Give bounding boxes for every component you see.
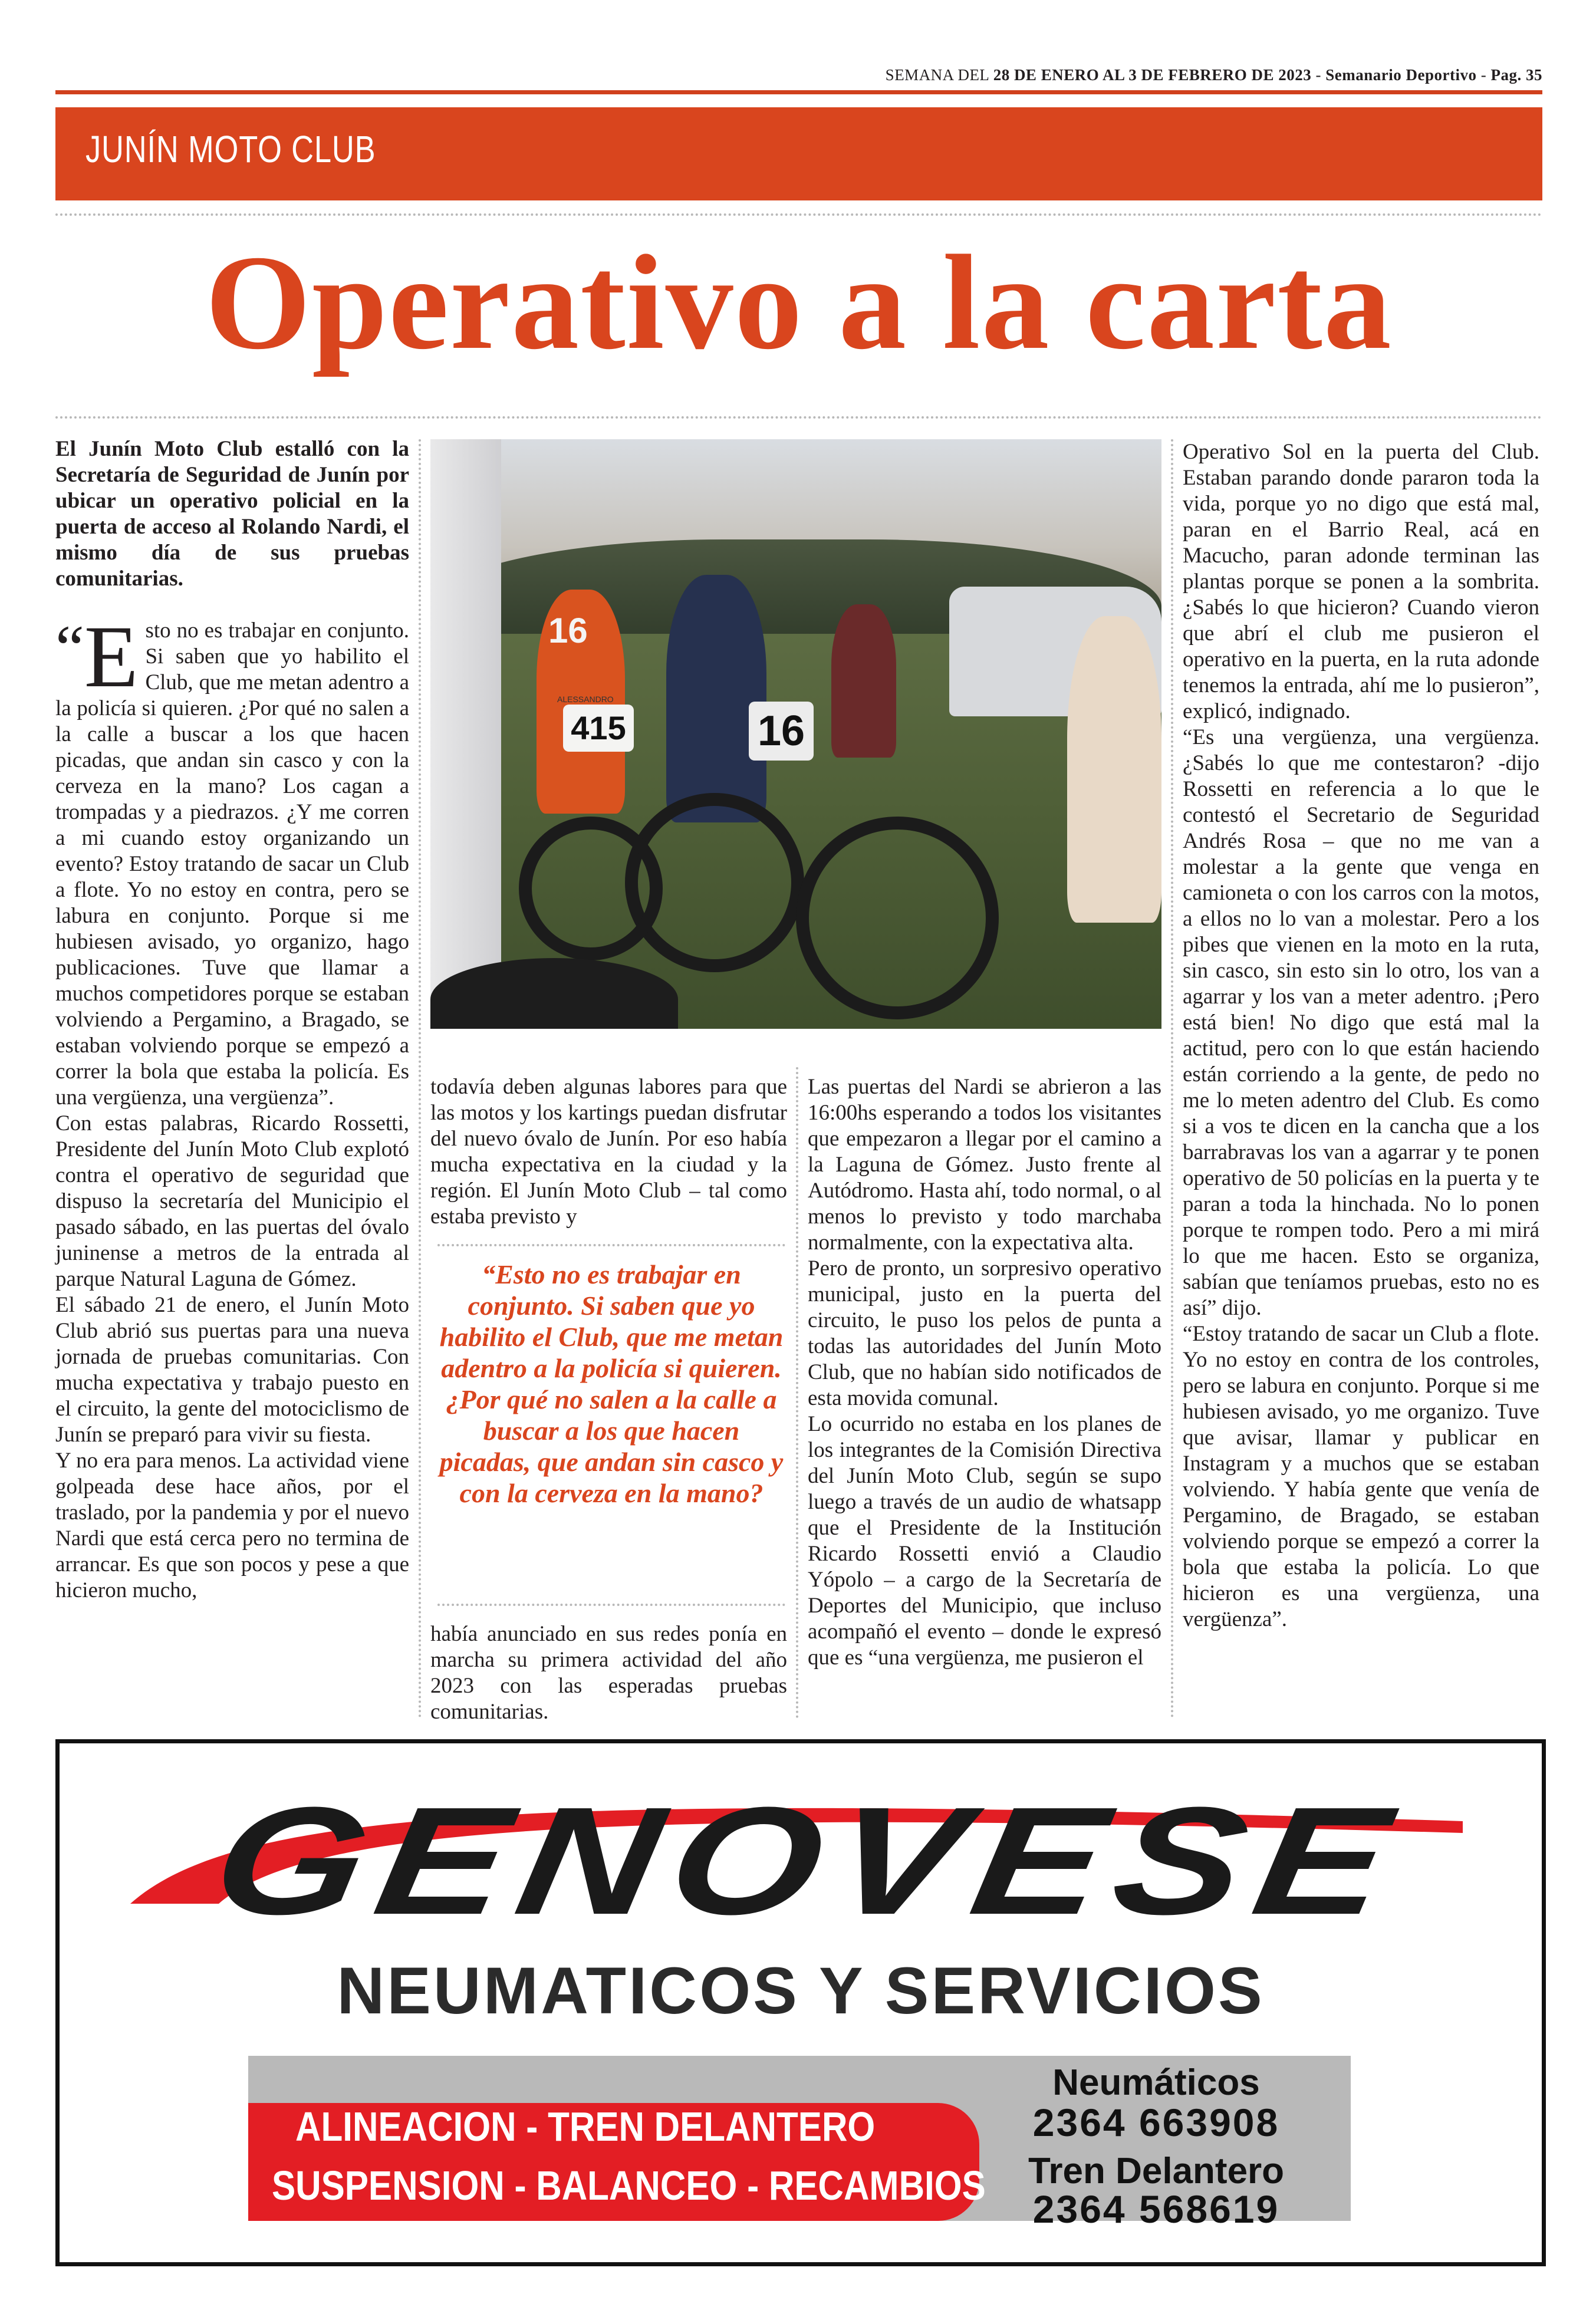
paragraph: “Es una vergüenza, una vergüenza. ¿Sabés lo que me contestaron? -dijo Rossetti en referencia a lo que le contestó el Secretario de Seguridad Andrés Rosa – que no me van a molestar a la gente que venga en camioneta o con los carros con la motos, a ellos no lo van a molestar. Pero a los pibes que vienen en la moto en la ruta, sin casco, sin esto sin lo otro, los van a agarrar y los van a meter adentro. ¡Pero está bien! No digo que está mal la actitud, pero con lo que están haciendo están corriendo a la gente, de pedo no me lo meten adentro del Club. Es como si a vos te dicen en la cancha que a los barrabravas los van a agarrar y te ponen operativo de 50 policías en la puerta y te paran a toda la hinchada. No lo ponen porque te rompen todo. Pero a mi mirá lo que me hacen. Esto se organiza, sabían que teníamos pruebas, esto no es así” dijo. xyxy=(1183,725,1539,1320)
pull-quote: “Esto no es trabajar en conjunto. Si saben que yo habilito el Club, que me metan adentro a la policía si quieren. ¿Por qué no salen a la calle a buscar a los que hacen picadas, que andan sin casco y con la cerveza en la mano? xyxy=(439,1259,784,1508)
divider-dotted xyxy=(55,416,1542,419)
paragraph: Y no era para menos. La actividad viene golpeada dese hace años, por el traslado, por la pandemia y por el nuevo Nardi que está cerca pero no termina de arrancar. Es que son pocos y pese a que hicieron mucho, xyxy=(55,1449,409,1602)
photo-pole xyxy=(430,439,501,1029)
pullquote-rule xyxy=(437,1244,785,1246)
paragraph: Operativo Sol en la puerta del Club. Estaban parando donde pararon toda la vida, porque yo no digo que está mal, paran en el Barrio Real, acá en Macucho, paran adonde terminan las plantas porque se ponen a la sombrita. ¿Sabés lo que hicieron? Cuando vieron que abrí el club me pusieron el operativo en la puerta, en la ruta adonde tenemos la entrada, ahí me lo pusieron”, explicó, indignado. xyxy=(1183,440,1539,723)
advertisement xyxy=(55,1739,1546,2266)
photo-wheel xyxy=(796,817,999,1019)
pullquote-rule xyxy=(437,1604,785,1606)
column-divider xyxy=(419,439,421,1719)
article-photo xyxy=(430,439,1161,1029)
column-2-continued xyxy=(430,1621,787,1725)
issue-date: 28 DE ENERO AL 3 DE FEBRERO DE 2023 xyxy=(993,66,1312,84)
number-plate: 415 xyxy=(563,705,634,752)
drop-cap-quote: “ xyxy=(55,612,84,684)
paragraph: Con estas palabras, Ricardo Rossetti, Presidente del Junín Moto Club explotó contra el operativo de seguridad que dispuso la secretaría del Municipio el pasado sábado, en las puertas del óvalo juninense a metros de la entrada al parque Natural Laguna de Gómez. xyxy=(55,1111,409,1291)
article-lead: El Junín Moto Club estalló con la Secretaría de Seguridad de Junín por ubicar un operativo policial en la puerta de acceso al Rolando Nardi, el mismo día de sus pruebas comunitarias. xyxy=(55,437,409,591)
paragraph: había anunciado en sus redes ponía en marcha su primera actividad del año 2023 con las esperadas pruebas comunitarias. xyxy=(430,1622,787,1724)
column-divider xyxy=(1171,439,1173,1719)
jersey-number: 16 xyxy=(548,611,588,650)
column-2 xyxy=(430,1074,787,1230)
paragraph xyxy=(55,608,409,1111)
header-rule xyxy=(55,90,1542,94)
photo-wheel xyxy=(519,817,663,960)
phone-label: Neumáticos xyxy=(1052,2062,1260,2103)
paragraph-text: sto no es trabajar en conjunto. Si saben que yo habilito el Club, que me metan adentro a la policía si quieren. ¿Por qué no salen a la calle a buscar a los que hacen picadas, que andan sin casco y con la cerveza en la mano? Los cagan a trompadas y a piedrazos. ¿Y me corren a mi cuando estoy organizando un evento? Estoy tratando de sacar un Club a flote. Yo no estoy en contra, pero se labura en conjunto. Porque si me hubiesen avisado, yo organizo, hago publicaciones. Tuve que llamar a muchos competidores porque se estaban volviendo a Pergamino, a Bragado, se estaban volviendo porque se empezó a correr la bola que estaba la policía. Es una vergüenza, una vergüenza”. xyxy=(55,618,409,1110)
headline: Operativo a la carta xyxy=(205,227,1393,377)
paragraph: “Estoy tratando de sacar un Club a flote. Yo no estoy en contra de los controles, pero se labura en conjunto. Porque si me hubiesen avisado, yo me organizo. Tuve que avisar, llamar y publicar en Instagram y a muchos que se estaban volviendo. Y había gente que venía de Pergamino, de Bragado, se estaban volviendo porque se empezó a correr la bola que estaba la policía. Lo que hicieron es una vergüenza, una vergüenza”. xyxy=(1183,1322,1539,1631)
column-4 xyxy=(1183,439,1539,1633)
ad-services-line: ALINEACION - TREN DELANTERO xyxy=(295,2104,876,2150)
photo-rider xyxy=(666,575,766,822)
section-label: JUNÍN MOTO CLUB xyxy=(85,128,376,170)
paragraph: Lo ocurrido no estaba en los planes de los integrantes de la Comisión Directiva del Junín Moto Club, según se supo luego a través de un audio de whatsapp que el Presidente de la Institución Ricardo Rossetti envió a Claudio Yópolo – a cargo de la Secretaría de Deportes del Municipio, que incluso acompañó el evento – donde le expresó que es “una vergüenza, me pusieron el xyxy=(808,1412,1161,1670)
phone-number: 2364 663908 xyxy=(1032,2101,1280,2144)
drop-cap xyxy=(55,608,139,706)
page-number: Pag. 35 xyxy=(1490,66,1542,84)
ad-tagline: NEUMATICOS Y SERVICIOS xyxy=(337,1954,1265,2028)
column-1 xyxy=(55,436,409,1604)
paragraph: Pero de pronto, un sorpresivo operativo municipal, justo en la puerta del circuito, le puso los pelos de punta a todas las autoridades del Junín Moto Club, que no habían sido notificados de esta movida comunal. xyxy=(808,1256,1161,1410)
ad-services-line: SUSPENSION - BALANCEO - RECAMBIOS xyxy=(272,2163,986,2209)
paragraph: Las puertas del Nardi se abrieron a las 16:00hs esperando a todos los visitantes que empezaron a llegar por el camino a la Laguna de Gómez. Justo frente al Autódromo. Hasta ahí, todo normal, o al menos lo previsto y todo marchaba normalmente, con la expectativa alta. xyxy=(808,1075,1161,1255)
paragraph: El sábado 21 de enero, el Junín Moto Club abrió sus puertas para una nueva jornada de pruebas comunitarias. Con mucha expectativa y trabajo puesto en el circuito, la gente del motociclismo de Junín se preparó para vivir su fiesta. xyxy=(55,1293,409,1447)
divider-dotted xyxy=(55,213,1542,216)
running-head xyxy=(55,66,1542,84)
photo-rider xyxy=(831,604,896,758)
paragraph: todavía deben algunas labores para que las motos y los kartings puedan disfrutar del nuevo óvalo de Junín. Por eso había mucha expectativa en la ciudad y la región. El Junín Moto Club – tal como estaba previsto y xyxy=(430,1075,787,1229)
number-plate: 16 xyxy=(749,702,814,761)
phone-label: Tren Delantero xyxy=(1028,2151,1285,2191)
column-3 xyxy=(808,1074,1161,1671)
plate-name: ALESSANDRO xyxy=(557,695,614,704)
drop-cap-letter: E xyxy=(84,608,139,706)
ad-brand: GENOVESE xyxy=(202,1776,1414,1947)
column-divider xyxy=(796,1067,798,1719)
photo-person xyxy=(1067,616,1161,923)
phone-number: 2364 568619 xyxy=(1032,2187,1280,2231)
separator: - xyxy=(1311,66,1326,84)
separator: - xyxy=(1476,66,1491,84)
issue-date-prefix: SEMANA DEL xyxy=(885,66,993,84)
publication-name: Semanario Deportivo xyxy=(1325,66,1477,84)
